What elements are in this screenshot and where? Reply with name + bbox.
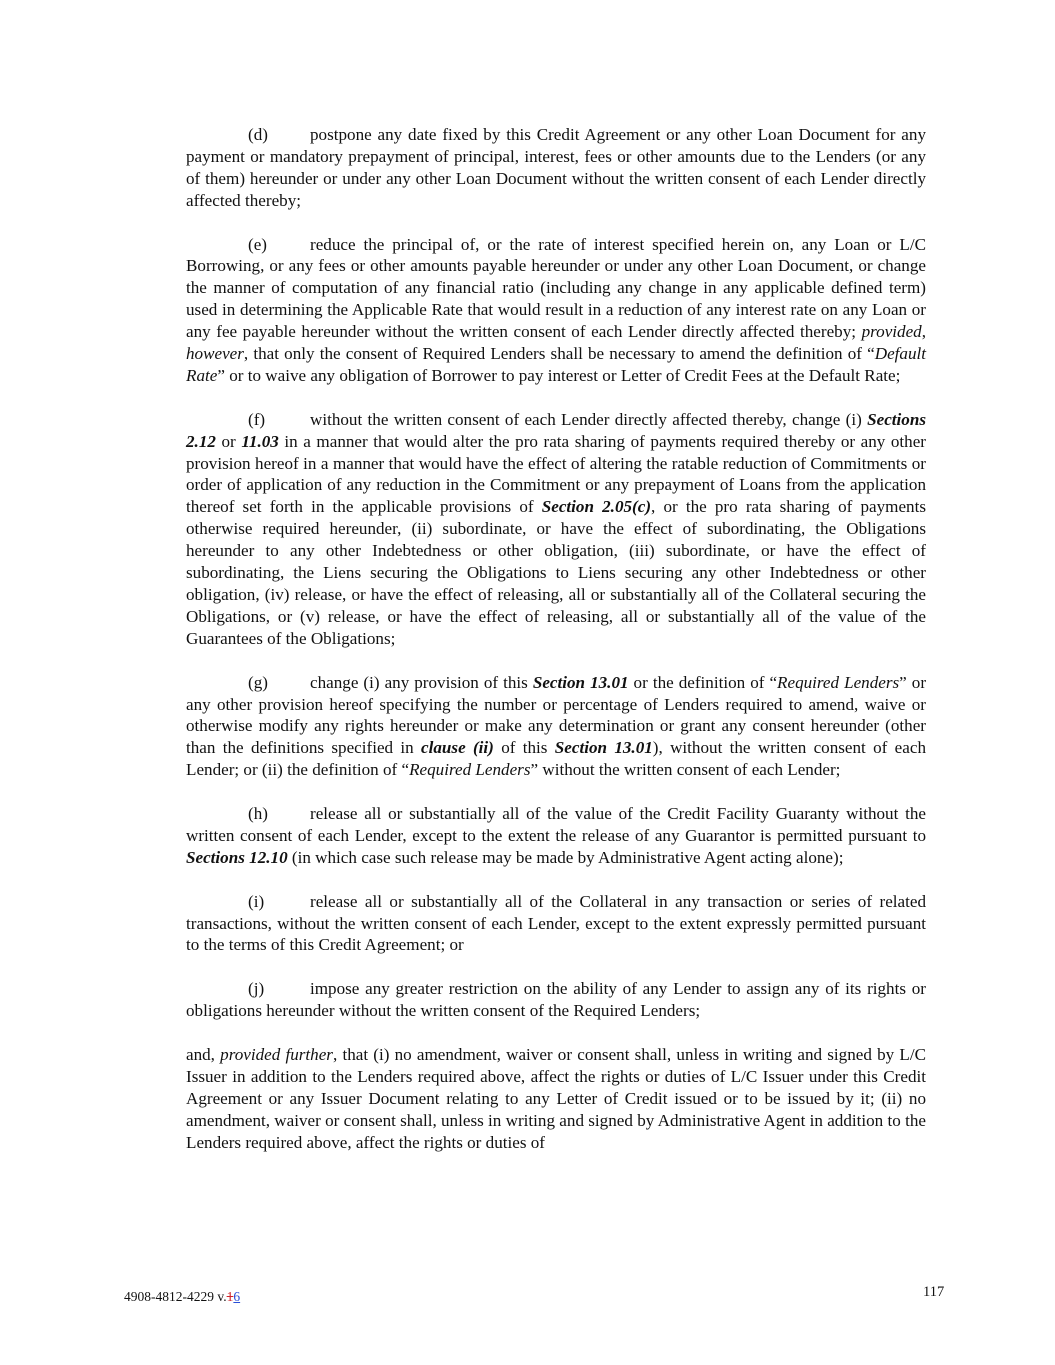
section-reference: Section 2.05(c) (541, 497, 652, 517)
section-reference: Sections 2.12 (186, 409, 926, 451)
clause-text: ” without the written consent of each Lender; (530, 760, 841, 780)
bold-italic-text (421, 738, 494, 757)
clause-text: in a manner that would alter the pro rata sharing of payments required thereby or any other provision hereof in a manner that would have the effect of altering the ratable reduction of Commitments or order of application of any reduction in the Commitment or any prepayment of Loans from the application thereof set forth in the applicable provisions of (186, 431, 927, 517)
page-number: 117 (923, 1284, 945, 1300)
bold-italic-text (186, 848, 288, 867)
clause-text: or (215, 431, 242, 451)
clause-text: without the written consent of each Lender directly affected thereby, change (i) (310, 409, 868, 429)
version-inserted: 6 (233, 1289, 241, 1304)
clause-e (186, 234, 926, 387)
clause-text: ” or any other provision hereof specifying the number or percentage of Lenders required to amend, waive or otherwise modify any rights hereunder or make any determination or grant any consent hereunder (other than the definitions specified in (186, 672, 927, 758)
section-reference: Sections 12.10 (186, 847, 288, 867)
italic-term: provided further (220, 1044, 333, 1064)
clause-text: (in which case such release may be made by Administrative Agent acting alone); (287, 847, 844, 867)
version-deleted: 1 (226, 1289, 234, 1304)
clause-text: ), without the written consent of each Lender; or (ii) the definition of “ (186, 738, 926, 780)
clause-i (186, 891, 926, 957)
clause-label: (g) (248, 672, 268, 692)
document-id-base: 4908-4812-4229 v. (124, 1289, 227, 1304)
clause-text: postpone any date fixed by this Credit Agreement or any other Loan Document for any payment or mandatory prepayment of principal, interest, fees or other amounts due to the Lenders (or any of them) hereunder or under any other Loan Document without the written consent of each Lender directly affected thereby; (186, 125, 926, 210)
clause-label: (j) (248, 979, 265, 999)
clause-text: , that (i) no amendment, waiver or consent shall, unless in writing and signed by L/C Issuer in addition to the Lenders required above, affect the rights or duties of L/C Issuer under this Credit Agreement or any Issuer Document relating to any Letter of Credit issued or to be issued by it; (ii) no amendment, waiver or consent shall, unless in writing and signed by Administrative Agent in addition to the Lenders required above, affect the rights or duties of (186, 1044, 926, 1152)
italic-term: provided (861, 322, 922, 342)
bold-italic-text (542, 497, 651, 516)
clause-j (186, 978, 926, 1022)
clause-label: (h) (248, 804, 268, 824)
document-id (124, 1289, 240, 1305)
section-reference: Section 13.01 (554, 738, 653, 758)
italic-term: Required Lenders (777, 672, 900, 692)
clause-label: (e) (248, 234, 267, 254)
section-reference: clause (ii) (421, 738, 494, 758)
clause-text: release all or substantially all of the value of the Credit Facility Guaranty without the written consent of each Lender, except to the extent the release of any Guarantor is permitted pursuant to (186, 804, 926, 845)
italic-term: however (186, 344, 244, 364)
clause-text: ” or to waive any obligation of Borrower to pay interest or Letter of Credit Fees at the Default Rate; (217, 365, 901, 385)
clause-f (186, 409, 926, 650)
clause-h (186, 803, 926, 869)
clause-label: (f) (248, 409, 266, 429)
clause-label: (d) (248, 125, 268, 144)
clause-d (186, 124, 926, 212)
clause-text: reduce the principal of, or the rate of interest specified herein on, any Loan or L/C Borrowing, or any fees or other amounts payable hereunder or under any other Loan Document, or change the manner of computation of any financial ratio (including any change in any applicable defined term) used in determining the Applicable Rate that would result in a reduction of any interest rate on any Loan or any fee payable hereunder without the written consent of each Lender directly affected thereby; (186, 234, 926, 342)
clause-text: , that only the consent of Required Lenders shall be necessary to amend the definition of “ (243, 344, 875, 364)
italic-term: Required Lenders (409, 760, 531, 780)
clause-label: (i) (248, 891, 265, 911)
clause-text: and, (186, 1044, 221, 1064)
section-reference: Section 13.01 (532, 672, 629, 692)
clause-g (186, 672, 926, 782)
clause-text: or the definition of “ (628, 672, 778, 692)
bold-italic-text (555, 738, 653, 757)
clause-text: change (i) any provision of this (310, 672, 533, 692)
clause-text: release all or substantially all of the Collateral in any transaction or series of related transactions, without the written consent of each Lender, except to the extent expressly permitted pursuant to the terms of this Credit Agreement; or (186, 891, 926, 955)
clause-text: , (921, 322, 926, 342)
bold-italic-text (533, 673, 629, 692)
clause-text: impose any greater restriction on the ability of any Lender to assign any of its rights or obligations hereunder without the written consent of the Required Lenders; (186, 979, 926, 1021)
bold-italic-text (241, 432, 279, 451)
clause-text: , or the pro rata sharing of payments otherwise required hereunder, (ii) subordinate, or have the effect of subordinating, the Obligations hereunder to any other Indebtedness or other obligation, (iii) subordinate, or have the effect of subordinating, the Liens securing the Obligations to Liens securing any other Indebtedness or other obligation, (iv) release, or have the effect of releasing, all or substantially all of the Collateral securing the Obligations, or (v) release, or have the effect of releasing, all or substantially all of the value of the Guarantees of the Obligations; (186, 497, 926, 648)
clause-text: of this (493, 738, 555, 758)
italic-term: Default Rate (186, 344, 926, 385)
section-reference: 11.03 (241, 431, 279, 451)
closing-paragraph (186, 1044, 926, 1154)
document-body (186, 124, 926, 1153)
